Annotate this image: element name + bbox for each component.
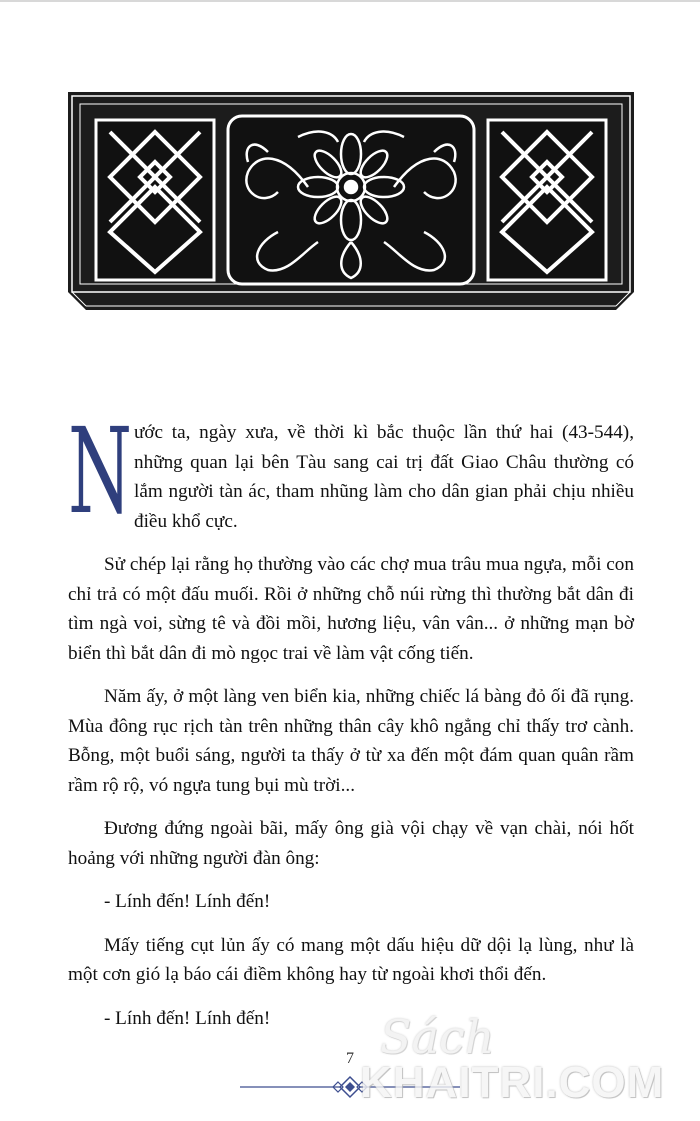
paragraph: Mấy tiếng cụt lủn ấy có mang một dấu hiệu dữ dội lạ lùng, như là một cơn gió lạ báo cái điềm không hay từ ngoài khơi thổi đến. — [68, 934, 634, 985]
story-text — [68, 402, 634, 1047]
drop-cap: N — [68, 402, 133, 540]
paragraph: Đương đứng ngoài bãi, mấy ông già vội chạy về vạn chài, nói hốt hoảng với những người đàn ông: — [68, 818, 634, 869]
opening-paragraph — [68, 402, 634, 540]
paragraph: Sử chép lại rằng họ thường vào các chợ mua trâu mua ngựa, mỗi con chỉ trả có một đấu muối. Rồi ở những chỗ núi rừng thì thường bắt dân đi tìm ngà voi, sừng tê và đồi mồi, hương liệu, vân vân... ở những mạn bờ biển thì bắt dân đi mò ngọc trai về làm vật cống tiến. — [68, 554, 634, 664]
dialogue-line: - Lính đến! Lính đến! — [104, 1007, 271, 1029]
watermark-script: Sách — [380, 1010, 495, 1064]
top-border — [0, 0, 700, 2]
paragraph-text: ước ta, ngày xưa, về thời kì bắc thuộc lần thứ hai (43-544), những quan lại bên Tàu sang cai trị đất Giao Châu thường có lắm người tàn ác, tham nhũng làm cho dân gian phải chịu nhiều điều khổ cực. — [134, 422, 634, 532]
page-number: 7 — [346, 1050, 354, 1067]
paragraph: Năm ấy, ở một làng ven biển kia, những chiếc lá bàng đỏ ối đã rụng. Mùa đông rục rịch tàn trên những thân cây khô ngẳng chỉ thấy trơ cành. Bỗng, một buổi sáng, người ta thấy ở từ xa đến một đám quan quân rầm rầm rộ rộ, vó ngựa tung bụi mù trời... — [68, 686, 634, 796]
dialogue-line: - Lính đến! Lính đến! — [104, 891, 271, 912]
watermark-text: KHAITRI.COM — [360, 1058, 665, 1107]
watermark — [360, 1010, 690, 1115]
header-ornament-icon — [68, 92, 634, 310]
